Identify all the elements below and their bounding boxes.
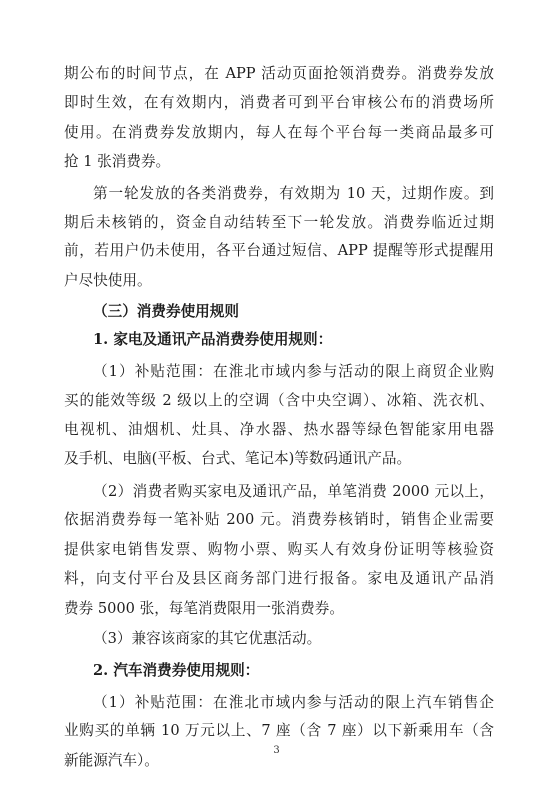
paragraph-line: 期后未核销的，资金自动结转至下一轮发放。消费券临近过期 — [64, 214, 494, 231]
section-heading-line: 1. 家电及通讯产品消费券使用规则： — [93, 331, 333, 348]
paragraph-line: 及手机、电脑(平板、台式、笔记本)等数码通讯产品。 — [64, 450, 412, 467]
paragraph-line: 依据消费券每一笔补贴 200 元。消费券核销时，销售企业需要 — [64, 511, 494, 528]
paragraph-line: 户尽快使用。 — [64, 272, 152, 289]
paragraph-line: 费券 5000 张，每笔消费限用一张消费券。 — [64, 600, 344, 617]
paragraph-line: （3）兼容该商家的其它优惠活动。 — [93, 630, 322, 647]
section-heading-line: 2. 汽车消费券使用规则： — [93, 662, 260, 679]
paragraph-line: 电视机、油烟机、灶具、净水器、热水器等绿色智能家用电器 — [64, 421, 494, 438]
paragraph-line: 提供家电销售发票、购物小票、购买人有效身份证明等核验资 — [64, 541, 494, 558]
paragraph-line: 期公布的时间节点，在 APP 活动页面抢领消费券。消费券发放 — [64, 65, 494, 82]
paragraph-line: 使用。在消费券发放期内，每人在每个平台每一类商品最多可 — [64, 124, 494, 141]
page-number: 3 — [273, 745, 280, 756]
paragraph-line: 业购买的单辆 10 万元以上、7 座（含 7 座）以下新乘用车（含 — [64, 722, 494, 739]
paragraph-line: 前，若用户仍未使用，各平台通过短信、APP 提醒等形式提醒用 — [64, 242, 494, 259]
paragraph-line: 料，向支付平台及县区商务部门进行报备。家电及通讯产品消 — [64, 570, 494, 587]
paragraph-line: 买的能效等级 2 级以上的空调（含中央空调）、冰箱、洗衣机、 — [64, 392, 494, 409]
paragraph-line: （1）补贴范围：在淮北市域内参与活动的限上汽车销售企 — [93, 694, 494, 711]
paragraph-line: （1）补贴范围：在淮北市域内参与活动的限上商贸企业购 — [93, 363, 494, 380]
paragraph-line: 即时生效，在有效期内，消费者可到平台审核公布的消费场所 — [64, 94, 494, 111]
paragraph-line: 抢 1 张消费券。 — [64, 153, 171, 170]
paragraph-line: （2）消费者购买家电及通讯产品，单笔消费 2000 元以上， — [93, 483, 494, 500]
paragraph-line: 第一轮发放的各类消费券，有效期为 10 天，过期作废。到 — [93, 185, 494, 202]
paragraph-line: 新能源汽车）。 — [64, 752, 159, 769]
section-heading-line: （三）消费券使用规则 — [93, 303, 239, 320]
